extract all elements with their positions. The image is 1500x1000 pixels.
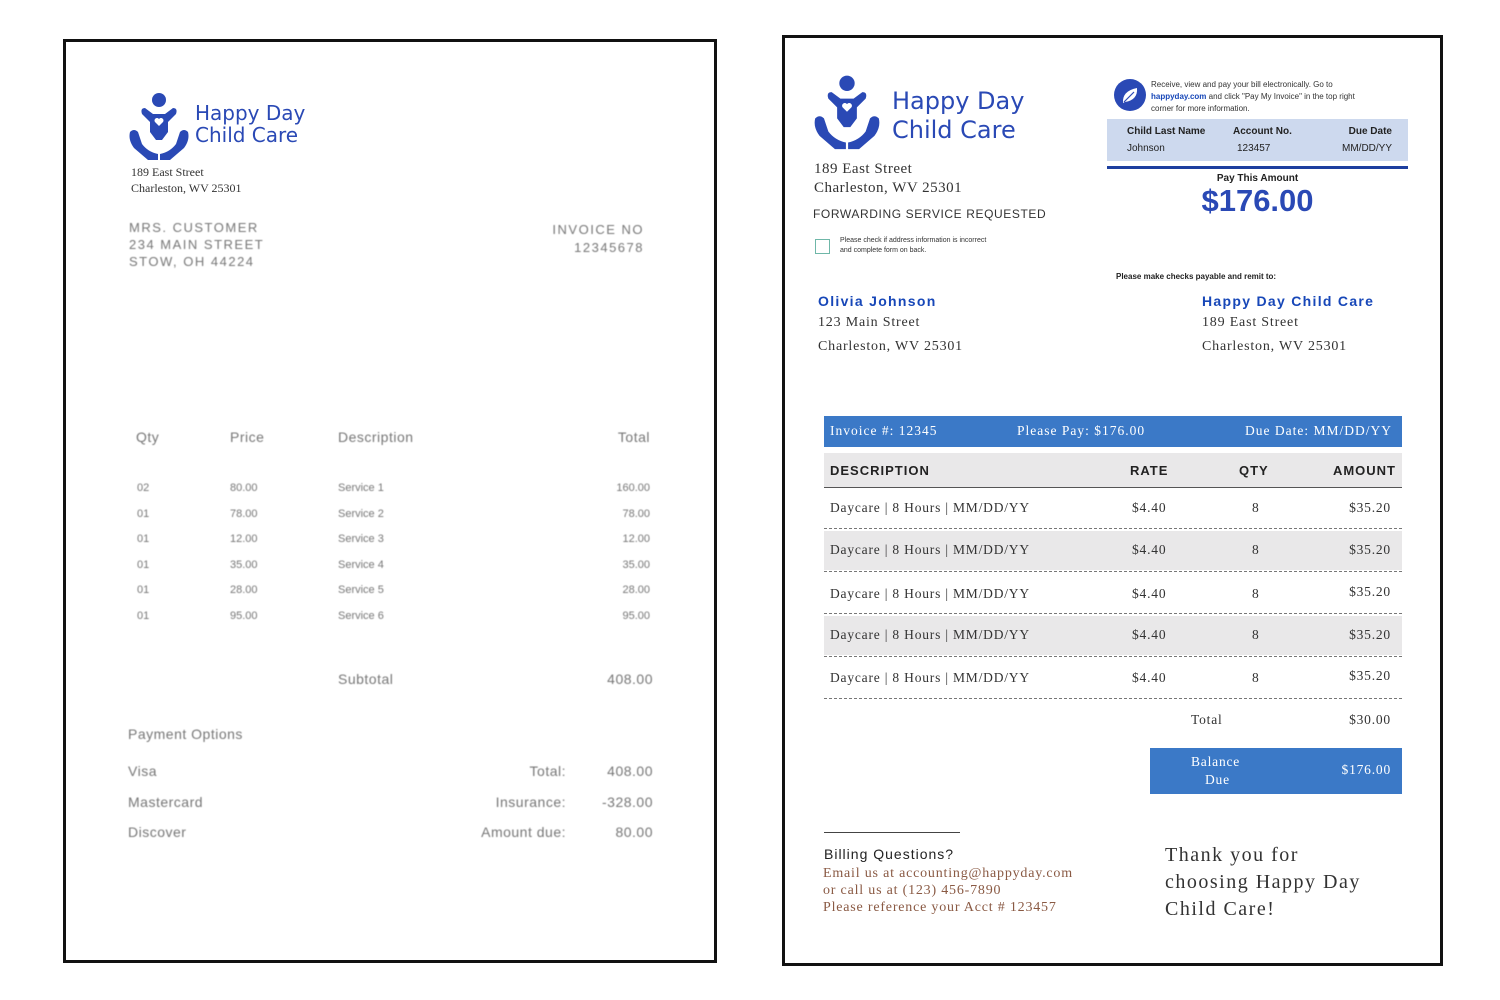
balance-due-label-line-2: Due [1205,772,1230,787]
payment-option: Mastercard [128,793,204,810]
account-info-headers [1107,126,1408,139]
epay-line-1: Receive, view and pay your bill electronically. Go to [1151,80,1333,89]
invoice-number-block [552,221,644,257]
payment-options-heading: Payment Options [128,726,243,742]
account-info-values [1107,143,1408,156]
remit-note: Please make checks payable and remit to: [1116,272,1277,281]
table-row [66,610,716,636]
right-invoice-page [782,35,1443,966]
row-qty: 8 [1252,500,1260,515]
account-box-divider [1107,166,1408,169]
summary-please-pay: Please Pay: $176.00 [1017,423,1146,438]
header-description: Description [338,429,414,445]
row-rate: $4.40 [1132,670,1167,685]
row-price: 28.00 [230,584,258,597]
payment-total-label: Amount due: [481,824,566,840]
epay-line-3: corner for more information. [1151,104,1250,113]
thank-you-line-2: choosing Happy Day [1165,871,1361,893]
row-divider [824,656,1402,657]
payment-totals [66,756,716,848]
row-description: Daycare | 8 Hours | MM/DD/YY [830,586,1030,601]
table-row [824,489,1402,527]
row-divider [824,528,1402,529]
row-description: Daycare | 8 Hours | MM/DD/YY [830,500,1030,515]
address-line-2: Charleston, WV 25301 [814,180,963,196]
row-amount: $35.20 [1349,542,1391,557]
table-row [824,659,1402,697]
left-table-header [66,429,716,447]
row-rate: $4.40 [1132,542,1167,557]
remit-to-name: Happy Day Child Care [1202,293,1375,309]
epay-line-2 [1151,91,1421,103]
table-header-underline [824,487,1402,488]
right-table-header [824,453,1402,487]
summary-invoice-number: Invoice #: 12345 [830,423,938,438]
child-care-hands-icon [813,73,881,155]
address-line-2: Charleston, WV 25301 [131,181,242,195]
checkbox-note [840,236,986,255]
table-row [66,482,716,508]
header-description: DESCRIPTION [830,463,930,478]
row-divider [824,698,1402,699]
address-incorrect-checkbox[interactable] [815,239,830,254]
table-row [824,575,1402,613]
customer-line-2: 234 MAIN STREET [129,237,265,252]
balance-due-label-line-1: Balance [1191,754,1241,769]
row-description: Daycare | 8 Hours | MM/DD/YY [830,670,1030,685]
bill-to-name: Olivia Johnson [818,293,937,309]
company-address [814,160,962,198]
checkbox-note-line-2: and complete form on back. [840,246,927,254]
left-invoice-page [63,39,717,963]
payment-total-label: Insurance: [495,793,566,810]
thank-you-line-1: Thank you for [1165,844,1299,866]
row-divider [824,613,1402,614]
invoice-summary-bar [824,416,1402,447]
row-description: Service 2 [338,507,384,520]
table-row [66,508,716,534]
logo-line-2: Child Care [892,116,1016,144]
balance-due-box [1150,748,1402,794]
billing-reference-line: Please reference your Acct # 123457 [823,900,1057,915]
due-date-value: MM/DD/YY [1342,143,1392,154]
table-row [66,584,716,610]
row-description: Service 6 [338,609,384,622]
billing-email-line: Email us at accounting@happyday.com [823,866,1073,881]
header-qty: QTY [1239,463,1269,478]
customer-line-1: MRS. CUSTOMER [129,220,259,235]
pay-amount-label: Pay This Amount [1216,173,1299,184]
row-price: 78.00 [230,507,258,520]
subtotal-value: 408.00 [607,671,653,687]
total-row [824,712,1402,732]
bill-to-block [818,293,963,355]
row-rate: $4.40 [1132,627,1167,642]
billing-divider [824,832,960,833]
row-price: 95.00 [230,609,258,622]
row-qty: 01 [137,558,150,571]
row-divider [824,571,1402,572]
row-description: Service 5 [338,584,384,597]
logo-wordmark [892,87,1024,145]
remit-to-block [1202,293,1374,355]
row-description: Daycare | 8 Hours | MM/DD/YY [830,542,1030,557]
row-price: 80.00 [230,482,258,494]
row-qty: 01 [137,507,150,520]
left-table-body [66,482,716,636]
row-rate: $4.40 [1132,500,1167,515]
epay-line-2-rest: and click "Pay My Invoice" in the top right [1206,92,1355,101]
payment-total-value: 80.00 [615,824,653,840]
epay-link[interactable]: happyday.com [1151,92,1207,101]
payment-total-label: Total: [529,763,566,779]
payment-option: Discover [128,824,187,840]
bill-to-line-2: Charleston, WV 25301 [818,339,963,354]
header-qty: Qty [136,429,160,445]
header-price: Price [230,429,265,445]
invoice-number-label: INVOICE NO [552,222,644,237]
account-info-box [1107,119,1408,161]
logo-line-1: Happy Day [892,87,1025,115]
header-total: Total [617,429,650,445]
payment-option: Visa [128,763,157,779]
payment-total-row [66,756,716,787]
row-total: 12.00 [622,533,650,546]
account-no-header: Account No. [1233,126,1292,137]
balance-due-label [1191,753,1240,789]
table-row [824,616,1402,655]
table-row [824,531,1402,570]
summary-due-date: Due Date: MM/DD/YY [1245,423,1392,438]
due-date-header: Due Date [1348,126,1392,137]
logo-line-2: Child Care [195,123,299,148]
row-description: Service 3 [338,533,384,546]
total-value: $30.00 [1349,712,1391,727]
row-description: Service 4 [338,558,384,571]
child-last-name-header: Child Last Name [1127,126,1206,137]
table-row [66,559,716,585]
row-price: 35.00 [230,558,258,571]
row-total: 35.00 [622,558,650,571]
balance-due-value: $176.00 [1341,762,1391,777]
payment-total-row [66,787,716,818]
row-qty: 01 [137,584,150,597]
remit-to-line-2: Charleston, WV 25301 [1202,339,1347,354]
forwarding-notice: FORWARDING SERVICE REQUESTED [813,207,1047,221]
thank-you-message [1165,842,1361,923]
row-amount: $35.20 [1349,668,1391,683]
bill-to-line-1: 123 Main Street [818,315,921,330]
payment-total-value: 408.00 [607,763,653,779]
row-description: Service 1 [338,482,384,494]
leaf-icon [1113,78,1147,112]
subtotal-label: Subtotal [338,671,394,687]
pay-amount-value: $176.00 [1201,183,1314,218]
row-amount: $35.20 [1349,500,1391,515]
row-qty: 8 [1252,542,1260,557]
row-rate: $4.40 [1132,586,1167,601]
address-line-1: 189 East Street [131,165,204,179]
header-rate: RATE [1130,463,1169,478]
invoice-number-value: 12345678 [574,240,644,255]
row-qty: 8 [1252,586,1260,601]
child-care-hands-icon [128,92,190,164]
row-qty: 8 [1252,627,1260,642]
company-address [131,164,242,196]
logo-wordmark [195,102,305,147]
logo-line-1: Happy Day [195,101,306,125]
total-label: Total [1191,712,1223,727]
payment-total-value: -328.00 [602,793,653,810]
billing-heading: Billing Questions? [824,846,955,862]
table-row [66,533,716,559]
subtotal-row [66,671,716,689]
row-total: 78.00 [622,507,650,520]
customer-line-3: STOW, OH 44224 [129,254,255,269]
row-amount: $35.20 [1349,627,1391,642]
row-total: 95.00 [622,609,650,622]
row-qty: 8 [1252,670,1260,685]
account-no-value: 123457 [1237,143,1271,154]
payment-total-row [66,817,716,848]
row-qty: 01 [137,609,150,622]
row-description: Daycare | 8 Hours | MM/DD/YY [830,627,1030,642]
row-price: 12.00 [230,533,258,546]
billing-details [823,865,1073,916]
billing-phone-line: or call us at (123) 456-7890 [823,883,1002,898]
remit-to-line-1: 189 East Street [1202,315,1299,330]
row-total: 28.00 [622,584,650,597]
thank-you-line-3: Child Care! [1165,898,1276,920]
row-qty: 02 [137,482,150,494]
address-line-1: 189 East Street [814,161,913,177]
epay-note [1151,79,1421,115]
checkbox-note-line-1: Please check if address information is incorrect [840,237,987,244]
header-amount: AMOUNT [1332,463,1396,478]
child-last-name-value: Johnson [1127,143,1165,154]
row-qty: 01 [137,533,150,546]
row-total: 160.00 [616,482,650,494]
customer-address [129,219,264,270]
row-amount: $35.20 [1349,584,1391,599]
